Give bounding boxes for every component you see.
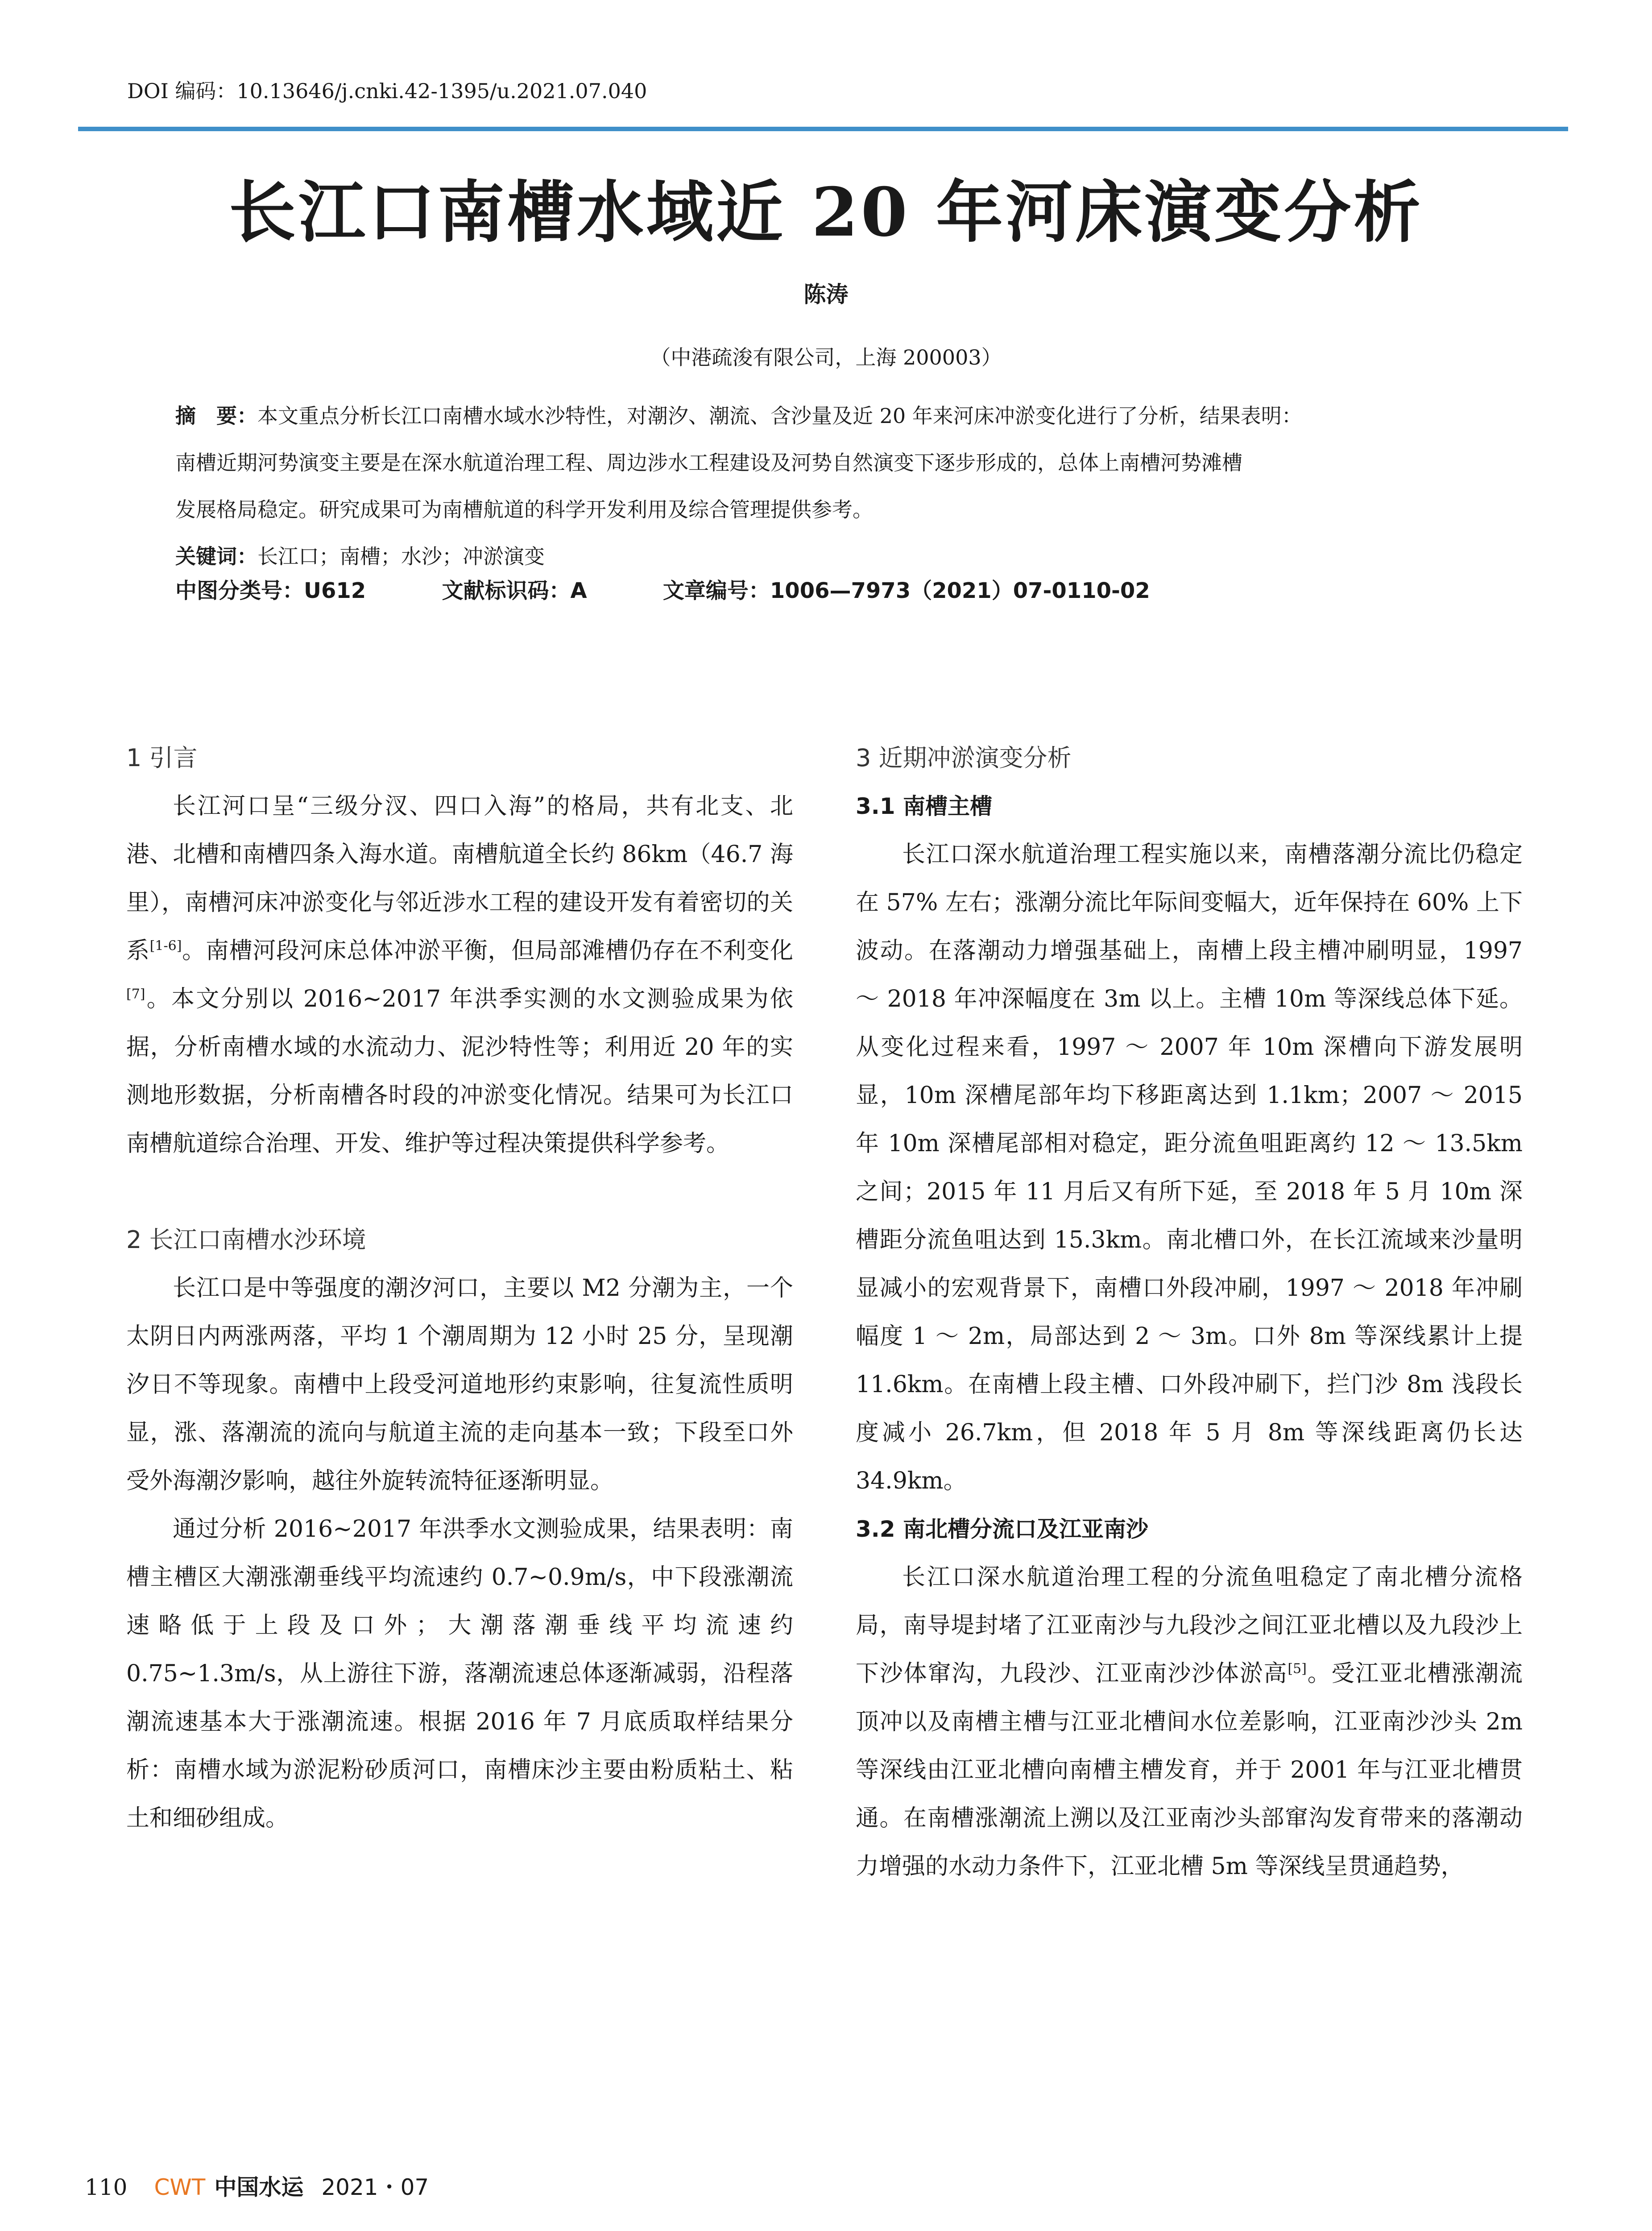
cwt-logo: CWT — [154, 2174, 206, 2200]
clc-number: 中图分类号：U612 — [175, 578, 366, 603]
abstract — [175, 393, 1500, 580]
abstract-label: 摘 要： — [175, 404, 257, 428]
page-number: 110 — [85, 2174, 128, 2200]
paper-title: 长江口南槽水域近 20 年河床演变分析 — [228, 173, 1424, 252]
right-column — [856, 734, 1523, 1891]
section-3-1-paragraph: 长江口深水航道治理工程实施以来，南槽落潮分流比仍稳定在 57% 左右；涨潮分流比年际间变幅大，近年保持在 60% 上下波动。在落潮动力增强基础上，南槽上段主槽冲刷明显，1997 ～ 2018 年冲深幅度在 3m 以上。主槽 10m 等深线总体下延。从变化过程来看，1997 ～ 2007 年 10m 深槽向下游发展明显，10m 深槽尾部年均下移距离达到 1.1km；2007 ～ 2015 年 10m 深槽尾部相对稳定，距分流鱼咀距离约 12 ～ 13.5km 之间；2015 年 11 月后又有所下延，至 2018 年 5 月 10m 深槽距分流鱼咀达到 15.3km。南北槽口外，在长江流域来沙量明显减小的宏观背景下，南槽口外段冲刷，1997 ～ 2018 年冲刷幅度 1 ～ 2m，局部达到 2 ～ 3m。口外 8m 等深线累计上提 11.6km。在南槽上段主槽、口外段冲刷下，拦门沙 8m 浅段长度减小 26.7km，但 2018 年 5 月 8m 等深线距离仍长达 34.9km。 — [856, 841, 1523, 1494]
affiliation: （中港疏浚有限公司，上海 200003） — [650, 345, 1002, 369]
section-1-heading: 1 引言 — [126, 744, 198, 772]
citation: [1-6] — [149, 938, 182, 954]
page-footer — [85, 2169, 429, 2202]
keywords-label: 关键词： — [175, 544, 257, 568]
doi-line: DOI 编码：10.13646/j.cnki.42-1395/u.2021.07.040 — [127, 79, 647, 103]
abstract-line-1: 摘 要：本文重点分析长江口南槽水域水沙特性，对潮汐、潮流、含沙量及近 20 年来河床冲淤变化进行了分析，结果表明： — [175, 404, 1302, 428]
citation: [7] — [126, 986, 145, 1002]
issue-date: 2021・07 — [321, 2174, 429, 2200]
abstract-line-2: 南槽近期河势演变主要是在深水航道治理工程、周边涉水工程建设及河势自然演变下逐步形成的，总体上南槽河势滩槽 — [175, 451, 1242, 475]
article-number: 文章编号：1006—7973（2021）07-0110-02 — [662, 578, 1150, 603]
section-2-paragraph-2: 通过分析 2016~2017 年洪季水文测验成果，结果表明：南槽主槽区大潮涨潮垂线平均流速约 0.7~0.9m/s，中下段涨潮流速略低于上段及口外；大潮落潮垂线平均流速约 0.75~1.3m/s，从上游往下游，落潮流速总体逐渐减弱，沿程落潮流速基本大于涨潮流速。根据 2016 年 7 月底质取样结果分析：南槽水域为淤泥粉砂质河口，南槽床沙主要由粉质粘土、粘土和细砂组成。 — [126, 1516, 793, 1832]
journal-name: 中国水运 — [214, 2174, 304, 2200]
author: 陈涛 — [803, 282, 849, 307]
section-2-heading: 2 长江口南槽水沙环境 — [126, 1226, 366, 1254]
document-code: 文献标识码：A — [442, 578, 587, 603]
section-1-paragraph: 长江河口呈“三级分汊、四口入海”的格局，共有北支、北港、北槽和南槽四条入海水道。南槽航道全长约 86km（46.7 海里），南槽河床冲淤变化与邻近涉水工程的建设开发有着密切的关系[1-6]。南槽河段河床总体冲淤平衡，但局部滩槽仍存在不利变化[7]。本文分别以 2016~2017 年洪季实测的水文测验成果为依据，分析南槽水域的水流动力、泥沙特性等；利用近 20 年的实测地形数据，分析南槽各时段的冲淤变化情况。结果可为长江口南槽航道综合治理、开发、维护等过程决策提供科学参考。 — [126, 793, 793, 1157]
section-2-paragraph-1: 长江口是中等强度的潮汐河口，主要以 M2 分潮为主，一个太阴日内两涨两落，平均 1 个潮周期为 12 小时 25 分，呈现潮汐日不等现象。南槽中上段受河道地形约束影响，往复流性质明显，涨、落潮流的流向与航道主流的走向基本一致；下段至口外受外海潮汐影响，越往外旋转流特征逐渐明显。 — [126, 1275, 793, 1494]
abstract-line-3: 发展格局稳定。研究成果可为南槽航道的科学开发利用及综合管理提供参考。 — [175, 498, 873, 522]
left-column — [126, 734, 793, 1842]
citation: [5] — [1288, 1661, 1307, 1677]
section-3-2-paragraph: 长江口深水航道治理工程的分流鱼咀稳定了南北槽分流格局，南导堤封堵了江亚南沙与九段沙之间江亚北槽以及九段沙上下沙体窜沟，九段沙、江亚南沙沙体淤高[5]。受江亚北槽涨潮流顶冲以及南槽主槽与江亚北槽间水位差影响，江亚南沙沙头 2m 等深线由江亚北槽向南槽主槽发育，并于 2001 年与江亚北槽贯通。在南槽涨潮流上溯以及江亚南沙头部窜沟发育带来的落潮动力增强的水动力条件下，江亚北槽 5m 等深线呈贯通趋势， — [856, 1564, 1523, 1880]
section-3-2-heading: 3.2 南北槽分流口及江亚南沙 — [856, 1516, 1148, 1542]
section-3-1-heading: 3.1 南槽主槽 — [856, 793, 992, 819]
keywords-text: 长江口；南槽；水沙；冲淤演变 — [257, 544, 545, 568]
header-rule — [78, 127, 1568, 131]
classification-line — [175, 573, 1219, 604]
section-3-heading: 3 近期冲淤演变分析 — [856, 744, 1072, 772]
